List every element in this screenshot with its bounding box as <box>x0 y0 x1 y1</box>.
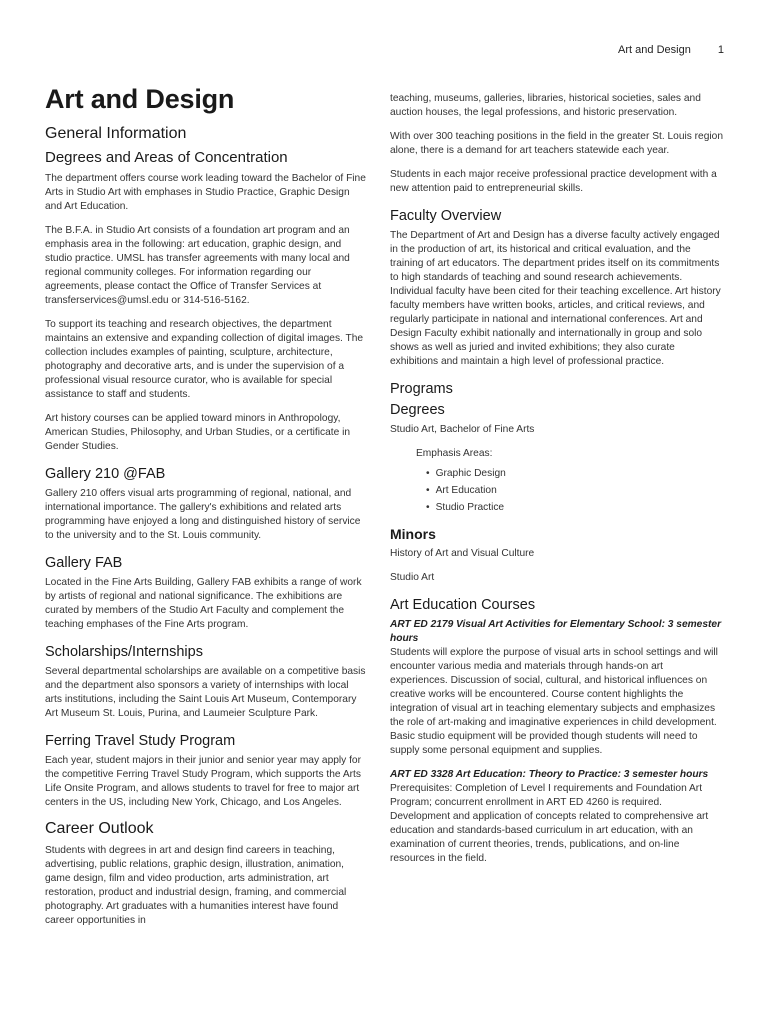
faculty-text: The Department of Art and Design has a diverse faculty actively engaged in the production of art, its historical and critical evaluation, and the training of art educators. The department prides itself on its commitments to high standards of teaching and sound research achievements. Individual faculty have been cited for their teaching excellence. Art history faculty members have written books, articles, and critical reviews, and regularly participate in national and international conferences. Art and Design Faculty exhibit nationally and internationally in group and solo shows as well as juried and invited exhibitions; they also curate exhibitions and maintain a high level of professional practice. <box>390 230 721 367</box>
career-heading: Career Outlook <box>45 820 154 837</box>
scholarships-heading: Scholarships/Internships <box>45 644 203 660</box>
right-column <box>390 92 723 876</box>
general-info-heading: General Information <box>45 125 187 142</box>
degree-name: Studio Art, Bachelor of Fine Arts <box>390 424 535 435</box>
scholarships-text: Several departmental scholarships are available on a competitive basis and the department also sponsors a variety of internships with local arts institutions, including the Saint Louis Art Museum, Contemporary Art Museum St. Louis, Purina, and Laumeier Sculpture Park. <box>45 666 366 719</box>
degrees-paragraph-4: Art history courses can be applied toward minors in Anthropology, American Studies, Philosophy, and Urban Studies, or a certificate in Gender Studies. <box>45 413 351 452</box>
degrees-concentration-heading: Degrees and Areas of Concentration <box>45 149 288 166</box>
course-2-title: ART ED 3328 Art Education: Theory to Practice: 3 semester hours <box>390 769 709 780</box>
list-item: • Studio Practice <box>426 499 723 516</box>
degrees-paragraph-3: To support its teaching and research objectives, the department maintains an extensive and expanding collection of digital images. The collection includes examples of painting, sculpture, architecture, photography and decorative arts, and is under the supervision of a professional visual resource curator, who is available for special assistance to staff and students. <box>45 319 364 400</box>
running-header <box>618 44 724 56</box>
degrees-subheading: Degrees <box>390 402 445 418</box>
list-item: • Graphic Design <box>426 465 723 482</box>
ferring-heading: Ferring Travel Study Program <box>45 733 236 749</box>
minor-1: History of Art and Visual Culture <box>390 548 535 559</box>
page-number: 1 <box>717 44 724 56</box>
course-1-title: ART ED 2179 Visual Art Activities for Elementary School: 3 semester hours <box>390 619 722 644</box>
faculty-heading: Faculty Overview <box>390 208 502 224</box>
career-continued: teaching, museums, galleries, libraries, historical societies, sales and auction houses, the legal professions, and historic preservation. <box>390 93 701 118</box>
list-item: • Art Education <box>426 482 723 499</box>
ferring-text: Each year, student majors in their junior and senior year may apply for the competitive Ferring Travel Study Program, which supports the Arts Life Onsite Program, and allows students to travel for free to major art centers in the US, including New York, Chicago, and Los Angeles. <box>45 755 361 808</box>
galleryfab-heading: Gallery FAB <box>45 555 123 571</box>
document-title: Art and Design <box>45 84 235 114</box>
gallery210-heading: Gallery 210 @FAB <box>45 466 166 482</box>
career-paragraph-3: Students in each major receive professional practice development with a new attention paid to entrepreneurial skills. <box>390 169 717 194</box>
header-title: Art and Design <box>618 44 691 56</box>
minors-heading: Minors <box>390 526 436 542</box>
degrees-paragraph-1: The department offers course work leading toward the Bachelor of Fine Arts in Studio Art with emphases in Studio Practice, Graphic Design and Art Education. <box>45 173 366 212</box>
course-2-text: Prerequisites: Completion of Level I requirements and Foundation Art Program; concurrent enrollment in ART ED 4260 is required. Development and application of concepts related to comprehensive art education and standards-based curriculum in art education, with an examination of current theories, trends, publications, and on-line resources in the field. <box>390 783 709 864</box>
career-paragraph-2: With over 300 teaching positions in the field in the greater St. Louis region alone, there is a demand for art teachers statewide each year. <box>390 131 723 156</box>
degrees-paragraph-2: The B.F.A. in Studio Art consists of a foundation art program and an emphasis area in the following: art education, graphic design, and studio practice. UMSL has transfer agreements with many local and regional community colleges. For information regarding our agreements, please contact the Office of Transfer Services at transferservices@umsl.edu or 314-516-5162. <box>45 225 350 306</box>
emphasis-label: Emphasis Areas: <box>416 448 493 459</box>
courses-heading: Art Education Courses <box>390 597 536 613</box>
emphasis-list <box>390 465 723 516</box>
career-text: Students with degrees in art and design find careers in teaching, advertising, public relations, graphic design, illustration, animation, game design, film and video production, arts administration, art restoration, product and industrial design, framing, and commercial photography. Art graduates with a humanities interest have found career opportunities in <box>45 845 347 926</box>
left-column <box>45 84 367 938</box>
course-1-text: Students will explore the purpose of visual arts in school settings and will encounter various media and materials through hands-on art experiences. Discussion of social, cultural, and historical influences on creative works will be encountered. Course content highlights the integration of visual art in teaching elementary subjects and emphasizes the role of art-making and imaginative experiences in child development. Basic studio equipment will be provided though students will need to supply some personal equipment and supplies. <box>390 647 718 756</box>
minor-2: Studio Art <box>390 572 435 583</box>
gallery210-text: Gallery 210 offers visual arts programming of regional, national, and international importance. The gallery's exhibitions and related arts programming have enjoyed a long and distinguished history of service to the university and to the St. Louis community. <box>45 488 361 541</box>
programs-heading: Programs <box>390 381 453 397</box>
galleryfab-text: Located in the Fine Arts Building, Gallery FAB exhibits a range of work by artists of regional and national significance. The exhibitions are curated by members of the Studio Art Faculty and complement the teaching emphases of the Fine Arts program. <box>45 577 362 630</box>
